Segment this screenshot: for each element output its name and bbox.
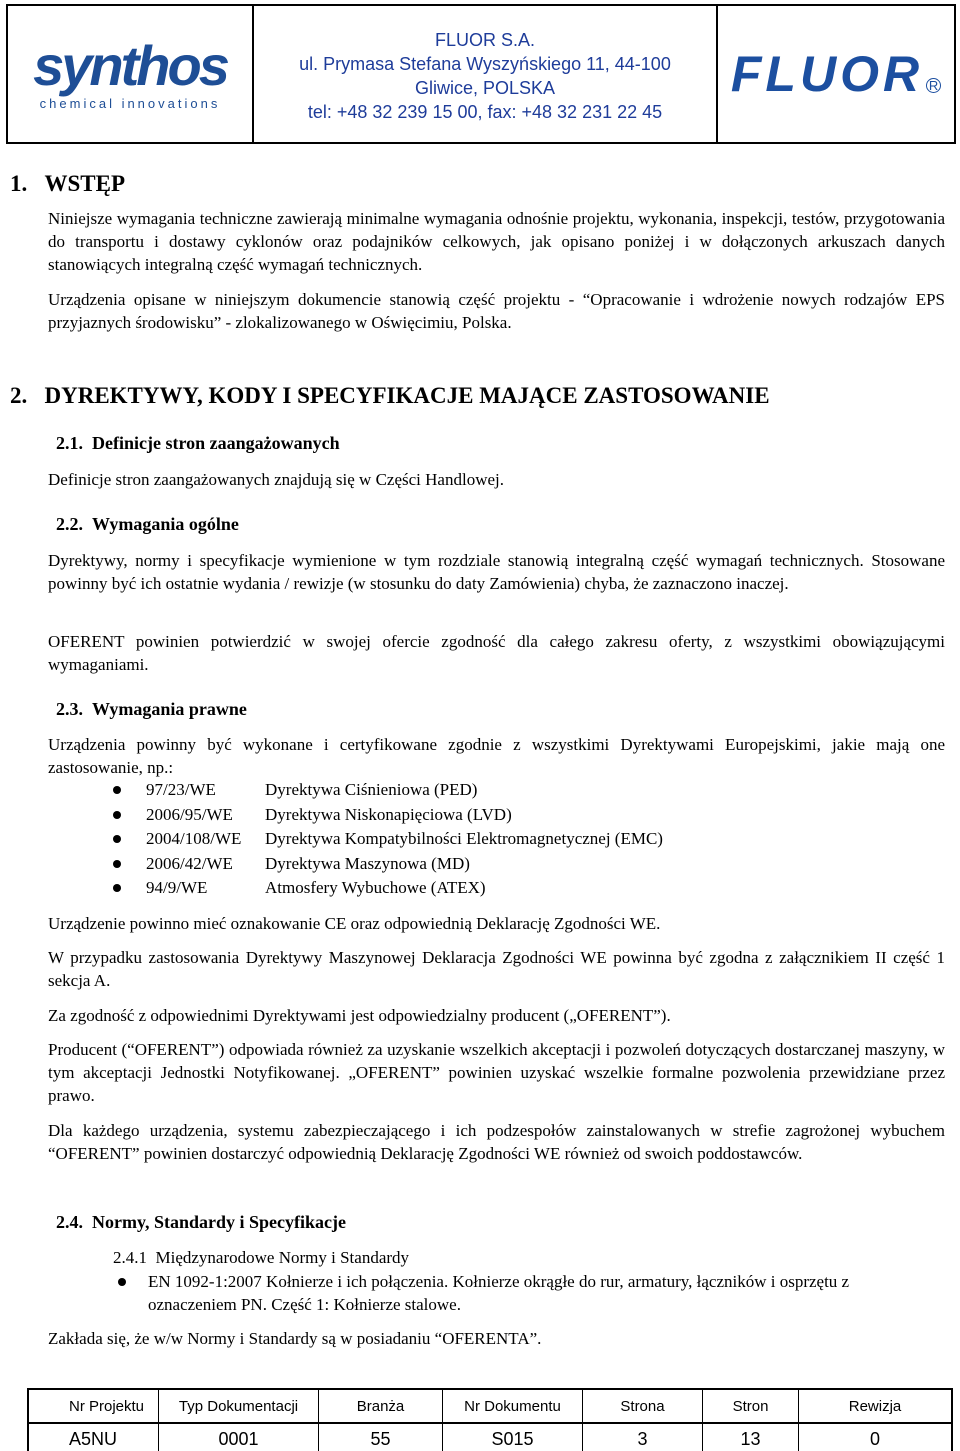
section-2-3-paragraph-5: Producent (“OFERENT”) odpowiada również za uzyskanie wszelkich akceptacji i pozwoleń dotyczących dostarczanej maszyny, w tym akceptacji Jednostki Notyfikowanej. „OFERENT” powinien uzyskać wszelkie formalne pozwolenia przewidziane przez prawo. bbox=[48, 1040, 945, 1105]
section-2-3-paragraph-4: Za zgodność z odpowiednimi Dyrektywami jest odpowiedzialny producent („OFERENT”). bbox=[48, 1006, 671, 1025]
footer-value-pages: 13 bbox=[703, 1424, 799, 1451]
footer-value-doc-type: 0001 bbox=[159, 1424, 319, 1451]
section-2-1-number: 2.1. bbox=[56, 433, 83, 453]
address-line-2: Gliwice, POLSKA bbox=[414, 78, 556, 98]
directives-list bbox=[48, 778, 948, 901]
footer-header-doc-type: Typ Dokumentacji bbox=[159, 1390, 319, 1422]
section-1-number: 1. bbox=[10, 171, 28, 196]
document-header bbox=[6, 4, 956, 144]
section-2-4-1-number: 2.4.1 bbox=[113, 1248, 147, 1267]
section-2-heading bbox=[10, 383, 770, 409]
section-2-number: 2. bbox=[10, 383, 28, 408]
footer-header-pages: Stron bbox=[703, 1390, 799, 1422]
section-2-1-title: Definicje stron zaangażowanych bbox=[92, 433, 340, 453]
footer-header-project: Nr Projektu bbox=[29, 1390, 159, 1422]
registered-mark-icon: R bbox=[926, 78, 941, 93]
footer-header-row bbox=[29, 1390, 951, 1424]
bullet-icon bbox=[113, 811, 121, 819]
section-2-4-heading bbox=[56, 1212, 346, 1233]
section-2-2-heading bbox=[56, 514, 239, 535]
directive-name: Atmosfery Wybuchowe (ATEX) bbox=[265, 878, 486, 898]
bullet-icon bbox=[113, 884, 121, 892]
list-item bbox=[48, 827, 948, 852]
directive-name: Dyrektywa Ciśnieniowa (PED) bbox=[265, 780, 478, 800]
synthos-logo bbox=[8, 6, 254, 142]
directive-code: 2006/95/WE bbox=[146, 804, 233, 824]
footer-value-doc-number: S015 bbox=[443, 1424, 583, 1451]
section-2-3-paragraph-2: Urządzenie powinno mieć oznakowanie CE oraz odpowiednią Deklarację Zgodności WE. bbox=[48, 914, 661, 933]
bullet-icon bbox=[118, 1278, 126, 1286]
company-address-block bbox=[254, 6, 718, 142]
fluor-logo bbox=[718, 6, 954, 142]
section-1-title: WSTĘP bbox=[44, 171, 126, 196]
fluor-logo-text: FLUOR bbox=[730, 46, 924, 102]
section-2-2-paragraph-1: Dyrektywy, normy i specyfikacje wymienione w tym rozdziale stanowią integralną część wymagań technicznych. Stosowane powinny być ich ostatnie wydania / rewizje (w stosunku do daty Zamówienia) chyba, że zaznaczono inaczej. bbox=[48, 551, 945, 593]
section-2-2-title: Wymagania ogólne bbox=[92, 514, 239, 534]
footer-value-project: A5NU bbox=[29, 1424, 159, 1451]
list-item bbox=[48, 803, 948, 828]
section-2-2-paragraph-2: OFERENT powinien potwierdzić w swojej ofercie zgodność dla całego zakresu oferty, z wszystkimi obowiązującymi wymaganiami. bbox=[48, 632, 945, 674]
phone-fax: tel: +48 32 239 15 00, fax: +48 32 231 22 45 bbox=[307, 102, 663, 122]
directive-name: Dyrektywa Kompatybilności Elektromagnetycznej (EMC) bbox=[265, 829, 663, 849]
standard-text: EN 1092-1:2007 Kołnierze i ich połączenia. Kołnierze okrągłe do rur, armatury, łączników i osprzętu z oznaczeniem PN. Część 1: Kołnierze stalowe. bbox=[148, 1272, 850, 1314]
section-2-2-number: 2.2. bbox=[56, 514, 83, 534]
section-2-4-paragraph: Zakłada się, że w/w Normy i Standardy są w posiadaniu “OFERENTA”. bbox=[48, 1329, 542, 1348]
standards-list-item bbox=[48, 1270, 945, 1316]
section-2-title: DYREKTYWY, KODY I SPECYFIKACJE MAJĄCE ZASTOSOWANIE bbox=[44, 383, 770, 408]
footer-header-page: Strona bbox=[583, 1390, 703, 1422]
section-2-3-heading bbox=[56, 699, 247, 720]
list-item bbox=[48, 852, 948, 877]
address-line-1: ul. Prymasa Stefana Wyszyńskiego 11, 44-100 bbox=[299, 54, 671, 74]
section-1-paragraph-2: Urządzenia opisane w niniejszym dokumencie stanowią część projektu - “Opracowanie i wdrożenie nowych rodzajów EPS przyjaznych środowisku” - zlokalizowanego w Oświęcimiu, Polska. bbox=[48, 290, 945, 332]
section-2-3-paragraph-6: Dla każdego urządzenia, systemu zabezpieczającego i ich podzespołów zainstalowanych w strefie zagrożonej wybuchem “OFERENT” powinien dostarczyć odpowiednią Deklarację Zgodności WE również od swoich poddostawców. bbox=[48, 1121, 945, 1163]
section-2-3-paragraph-3: W przypadku zastosowania Dyrektywy Maszynowej Deklaracja Zgodności WE powinna być zgodna z załącznikiem II część 1 sekcja A. bbox=[48, 948, 945, 990]
section-2-3-paragraph-1: Urządzenia powinny być wykonane i certyfikowane zgodnie z wszystkimi Dyrektywami Europejskimi, jakie mają one zastosowanie, np.: bbox=[48, 735, 945, 777]
bullet-icon bbox=[113, 860, 121, 868]
footer-header-branch: Branża bbox=[319, 1390, 443, 1422]
directive-code: 2004/108/WE bbox=[146, 829, 242, 849]
directive-name: Dyrektywa Niskonapięciowa (LVD) bbox=[265, 804, 512, 824]
directive-code: 94/9/WE bbox=[146, 878, 208, 898]
synthos-logo-text: synthos bbox=[33, 33, 227, 97]
section-2-3-title: Wymagania prawne bbox=[92, 699, 247, 719]
list-item bbox=[48, 778, 948, 803]
footer-value-branch: 55 bbox=[319, 1424, 443, 1451]
section-1-paragraph-1: Niniejsze wymagania techniczne zawierają minimalne wymagania odnośnie projektu, wykonania, inspekcji, testów, przygotowania do transportu i dostawy cyklonów oraz podajników celkowych, jak opisano poniżej i w dołączonych arkuszach danych stanowiących integralną część wymagań technicznych. bbox=[48, 209, 945, 274]
synthos-logo-tagline: chemical innovations bbox=[39, 95, 221, 111]
section-2-4-1-heading bbox=[113, 1246, 409, 1269]
bullet-icon bbox=[113, 786, 121, 794]
directive-name: Dyrektywa Maszynowa (MD) bbox=[265, 853, 470, 873]
section-2-1-paragraph: Definicje stron zaangażowanych znajdują się w Części Handlowej. bbox=[48, 470, 504, 489]
footer-values-row bbox=[29, 1424, 951, 1451]
footer-header-revision: Rewizja bbox=[848, 1397, 902, 1415]
list-item bbox=[48, 876, 948, 901]
company-name: FLUOR S.A. bbox=[434, 30, 536, 50]
section-1-heading bbox=[10, 171, 125, 197]
footer-value-page: 3 bbox=[583, 1424, 703, 1451]
directive-code: 97/23/WE bbox=[146, 780, 216, 800]
section-2-4-number: 2.4. bbox=[56, 1212, 83, 1232]
section-2-1-heading bbox=[56, 433, 340, 454]
directive-code: 2006/42/WE bbox=[146, 853, 233, 873]
section-2-4-title: Normy, Standardy i Specyfikacje bbox=[92, 1212, 346, 1232]
document-footer-table bbox=[27, 1388, 953, 1451]
section-2-3-number: 2.3. bbox=[56, 699, 83, 719]
footer-value-revision: 0 bbox=[869, 1428, 880, 1449]
section-2-4-1-title: Międzynarodowe Normy i Standardy bbox=[155, 1248, 410, 1267]
footer-header-doc-number: Nr Dokumentu bbox=[443, 1390, 583, 1422]
bullet-icon bbox=[113, 835, 121, 843]
